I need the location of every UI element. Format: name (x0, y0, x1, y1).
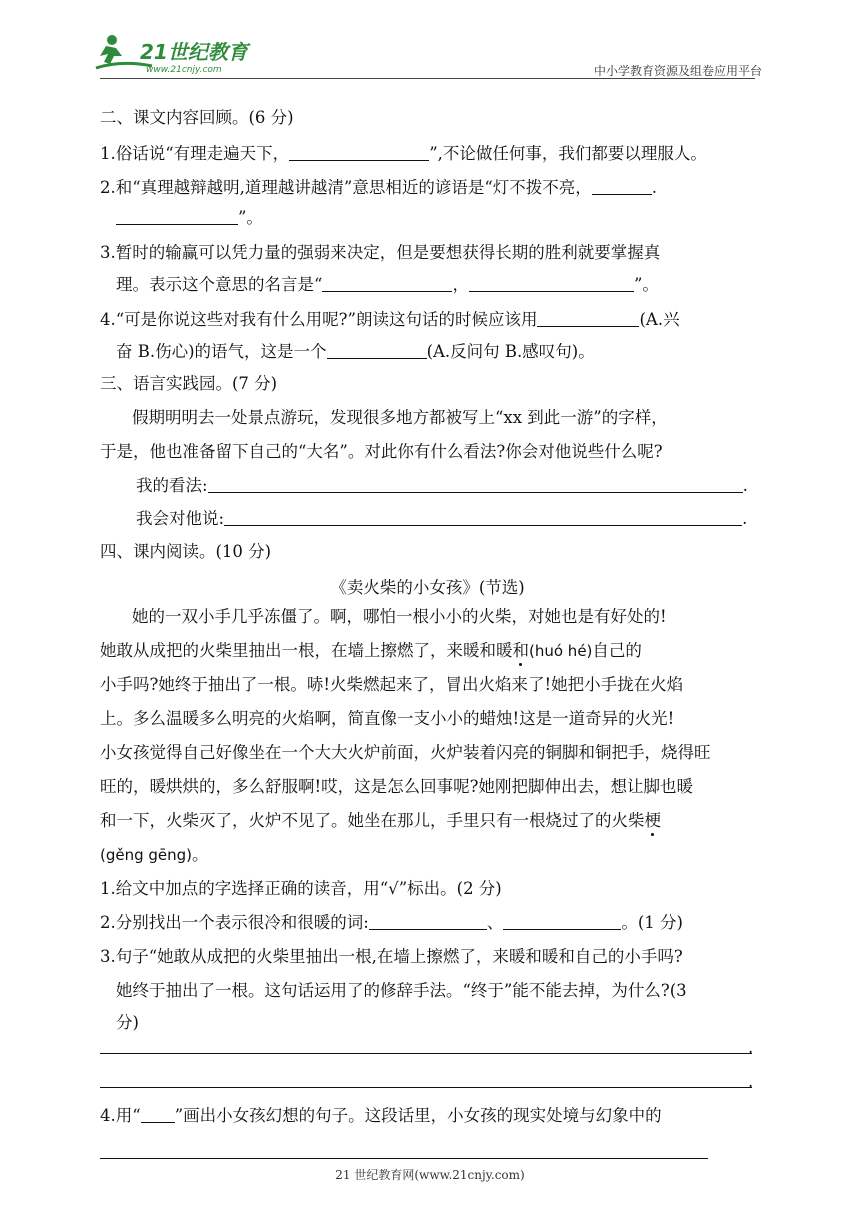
passage-line: 旺的，暖烘烘的，多么舒服啊!哎，这是怎么回事呢?她刚把脚伸出去，想让脚也暖 (100, 777, 693, 796)
passage-text: 自己的 (592, 641, 642, 660)
passage-line: 上。多么温暖多么明亮的火焰啊，简直像一支小小的蜡烛!这是一道奇异的火光! (100, 709, 675, 728)
section-3-title: 三、语言实践园。(7 分) (100, 374, 278, 393)
answer-blank[interactable] (503, 913, 621, 930)
question-4-1: 1.给文中加点的字选择正确的读音，用“√”标出。(2 分) (100, 879, 502, 898)
section-2-title: 二、课文内容回顾。(6 分) (100, 108, 294, 127)
question-4-2 (100, 913, 683, 933)
answer-blank[interactable] (322, 275, 452, 292)
passage-line (100, 845, 209, 865)
answer-blank[interactable] (327, 342, 427, 359)
answer-blank[interactable] (592, 178, 652, 195)
question-text: . (651, 178, 658, 197)
question-text: 4.用“ (100, 1106, 141, 1125)
question-text: 2.和“真理越辩越明,道理越讲越清”意思相近的谚语是“灯不拨不亮， (100, 178, 592, 197)
question-text: ”。 (633, 275, 659, 294)
answer-line[interactable] (100, 1053, 752, 1054)
question-text: ”。 (238, 208, 263, 227)
my-view-line (136, 476, 748, 496)
question-text: 、 (486, 913, 504, 932)
passage-line: 小手吗?她终于抽出了一根。哧!火柴燃起来了，冒出火焰来了!她把小手拢在火焰 (100, 675, 684, 694)
section-3-prompt-line1: 假期明明去一处景点游玩，发现很多地方都被写上“xx 到此一游”的字样， (132, 408, 668, 427)
passage-line: 小女孩觉得自己好像坐在一个大大火炉前面，火炉装着闪亮的铜脚和铜把手，烧得旺 (100, 743, 711, 762)
dotted-character: 梗 (644, 811, 661, 830)
my-view-label: 我的看法: (136, 476, 208, 495)
say-to-him-label: 我会对他说: (136, 509, 225, 528)
passage-title: 《卖火柴的小女孩》(节选) (330, 578, 525, 597)
question-2-1 (100, 144, 707, 164)
answer-line[interactable] (100, 1087, 752, 1088)
question-text: 2.分别找出一个表示很冷和很暖的词: (100, 913, 369, 932)
question-4-4 (100, 1106, 662, 1126)
question-text: 理。表示这个意思的名言是“ (116, 275, 323, 294)
question-2-3-cont (116, 275, 659, 295)
question-4-3-cont: 她终于抽出了一根。这句话运用了的修辞手法。“终于”能不能去掉，为什么?(3 (116, 981, 687, 1000)
section-4-title: 四、课内阅读。(10 分) (100, 542, 272, 561)
question-text: 4.“可是你说这些对我有什么用呢?”朗读这句话的时候应该用 (100, 310, 538, 329)
dotted-character: 和 (512, 641, 529, 660)
pinyin-choice[interactable]: (huó hé) (529, 642, 593, 660)
passage-text: 她敢从成把的火柴里抽出一根，在墙上擦燃了，来暖和暖 (100, 641, 513, 660)
answer-blank[interactable] (289, 144, 429, 161)
line-end: . (748, 1038, 754, 1057)
question-2-4 (100, 310, 680, 330)
passage-text: 和一下，火柴灭了，火炉不见了。她坐在那儿，手里只有一根烧过了的火柴 (100, 811, 645, 830)
logo-21cnjy (92, 32, 262, 76)
underline-sample (141, 1106, 175, 1123)
question-2-3: 3.暂时的输赢可以凭力量的强弱来决定，但是要想获得长期的胜利就要掌握真 (100, 243, 661, 262)
say-to-him-line (136, 509, 747, 529)
question-text: 1.俗话说“有理走遍天下， (100, 144, 290, 163)
section-3-prompt-line2: 于是，他也准备留下自己的“大名”。对此你有什么看法?你会对他说些什么呢? (100, 442, 663, 461)
line-end: . (742, 476, 748, 495)
page-header (92, 30, 762, 80)
passage-line (100, 641, 642, 661)
my-view-answer[interactable] (208, 476, 743, 493)
question-text: (A.反问句 B.感叹句)。 (426, 342, 595, 361)
answer-blank[interactable] (537, 310, 639, 327)
question-text: ， (452, 275, 469, 294)
question-text: ”画出小女孩幻想的句子。这段话里，小女孩的现实处境与幻象中的 (174, 1106, 662, 1125)
say-to-him-answer[interactable] (224, 509, 742, 526)
question-4-3-cont: 分) (116, 1013, 139, 1032)
question-text: 。(1 分) (621, 913, 683, 932)
answer-blank[interactable] (116, 208, 238, 225)
svg-text:21世纪教育: 21世纪教育 (140, 40, 248, 64)
answer-blank[interactable] (369, 913, 487, 930)
passage-text: 。 (192, 845, 209, 864)
passage-line (100, 811, 661, 831)
question-2-2-cont (116, 208, 263, 228)
line-end: . (742, 509, 748, 528)
passage-line: 她的一双小手几乎冻僵了。啊，哪怕一根小小的火柴，对她也是有好处的! (132, 607, 667, 626)
header-rule (100, 78, 755, 79)
svg-text:www.21cnjy.com: www.21cnjy.com (146, 65, 222, 75)
platform-name: 中小学教育资源及组卷应用平台 (593, 64, 762, 78)
question-2-2 (100, 178, 657, 198)
question-text: (A.兴 (639, 310, 680, 329)
line-end: . (748, 1072, 754, 1091)
question-2-4-cont (116, 342, 595, 362)
answer-blank[interactable] (469, 275, 634, 292)
question-text: 奋 B.伤心)的语气，这是一个 (116, 342, 327, 361)
question-text: ”,不论做任何事，我们都要以理服人。 (429, 144, 707, 163)
footer-rule (100, 1158, 708, 1159)
question-4-3: 3.句子“她敢从成把的火柴里抽出一根,在墙上擦燃了，来暖和暖和自己的小手吗? (100, 947, 683, 966)
page-footer: 21 世纪教育网(www.21cnjy.com) (335, 1168, 525, 1182)
pinyin-choice[interactable]: (gěng gēng) (100, 846, 193, 864)
